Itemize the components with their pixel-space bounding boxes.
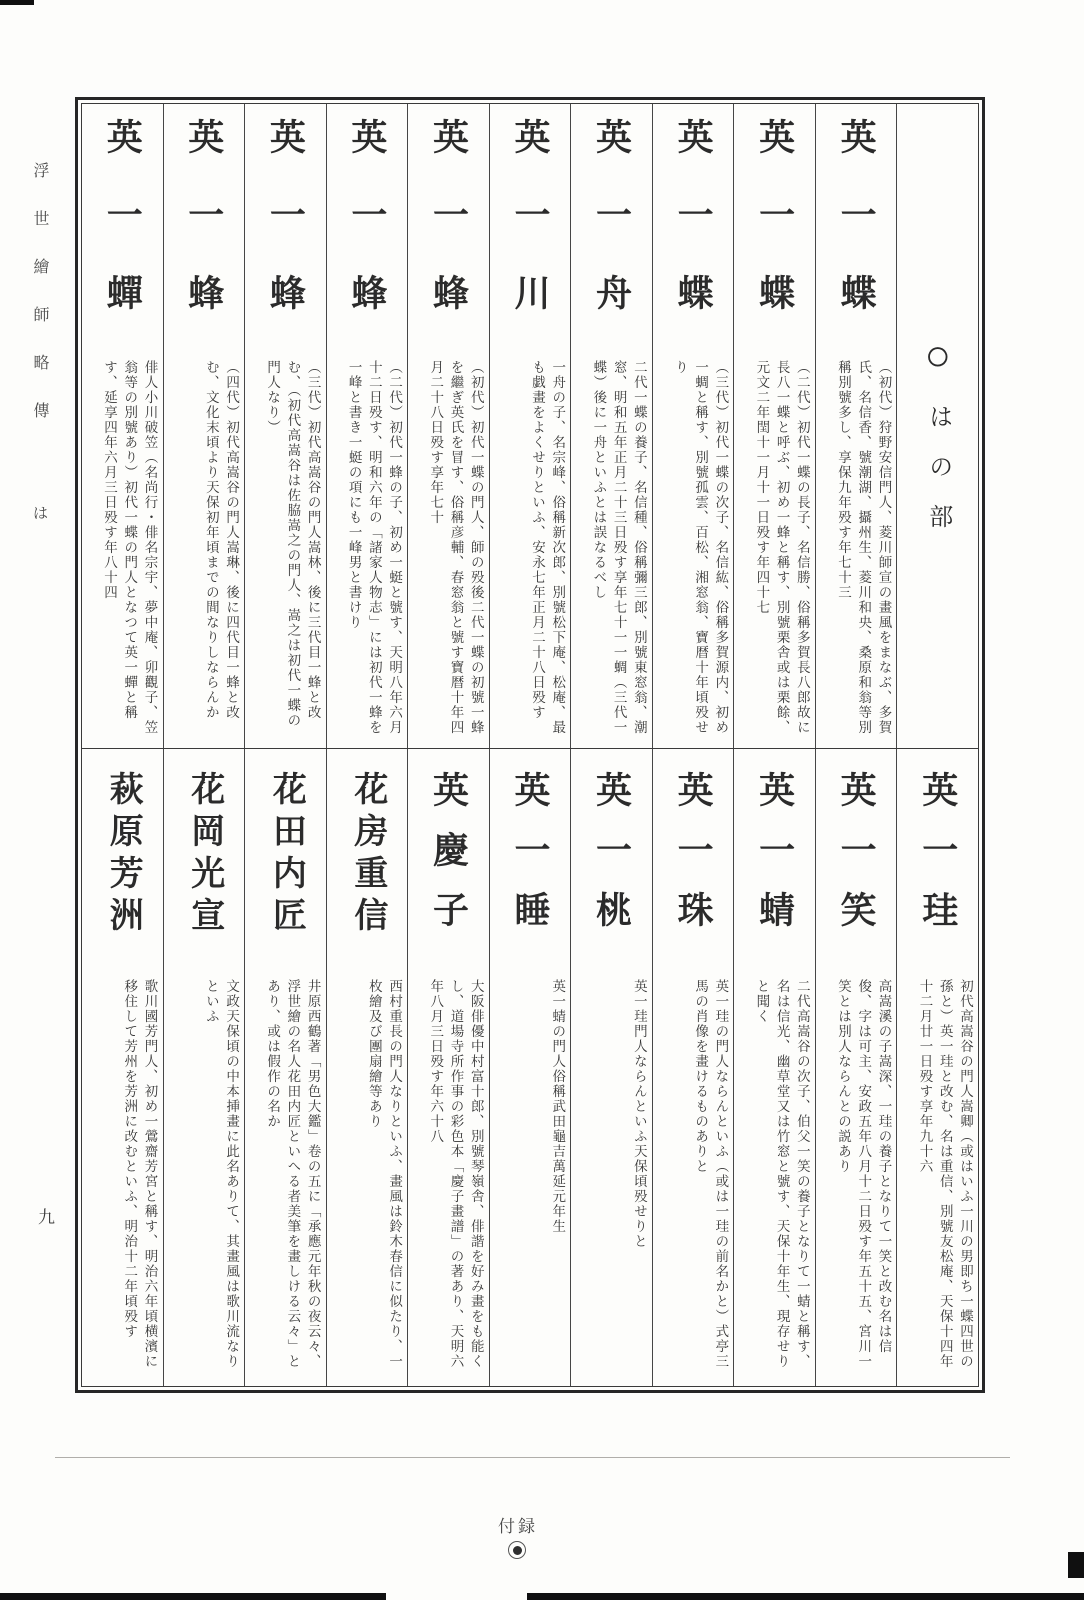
artist-bio: 西村重長の門人なりといふ、畫風は鈴木春信に似たり、一枚繪及び團扇繪等あり [366, 979, 403, 1370]
artist-column [408, 104, 490, 748]
artist-bio: 英一蜻の門人俗稱武田龜吉萬延元年生 [550, 979, 566, 1235]
artist-bio: （四代）初代高嵩谷の門人嵩琳、後に四代目一蜂と改む、文化末頃より天保初年頃までの間なりしならんか [203, 360, 240, 720]
scan-artifact [1068, 1552, 1084, 1578]
artist-name: 英一川 [509, 118, 550, 352]
artist-column [571, 749, 653, 1386]
artist-name: 英一蜻 [754, 771, 795, 952]
artist-name: 花田内匠 [267, 771, 305, 940]
artist-bio: （二代）初代一蝶の長子、名信勝、俗稱多賀長八郎故に長八一蝶と呼ぶ、初め一蜂と稱す、別號栗舎或は栗餘、元文二年閏十一月十一日殁す年四十七 [754, 360, 810, 735]
artist-column [734, 104, 816, 748]
artist-column [245, 104, 327, 748]
artist-bio: （三代）初代高嵩谷の門人嵩林、後に三代目一蜂と改む、（初代高嵩谷は佐脇嵩之の門人、嵩之は初代一蝶の門人なり） [265, 360, 321, 729]
artist-name: 英一蝶 [754, 118, 795, 352]
artist-column [82, 749, 164, 1386]
artist-bio: （二代）初代一蜂の子、初め一蜓と號す、天明八年六月十二日殁す、明和六年の「諸家人物志」には初代一蜂を一峰と書き一蜓の項にも一峰男と書けり [346, 360, 403, 735]
artist-bio: 一舟の子、名宗峰、俗稱新次郎、別號松下庵、松庵、最も戯畫をよくせりといふ、安永七年正月二十八日殁す [530, 360, 566, 735]
scan-artifact [527, 1593, 1084, 1600]
artist-name: 花房重信 [348, 771, 386, 940]
artist-column [490, 749, 572, 1386]
scan-artifact [0, 0, 34, 5]
artist-name: 英一蜂 [428, 118, 469, 352]
artist-bio: 英一珪門人ならんといふ天保頃殁せりと [631, 979, 647, 1250]
artist-name: 英一舟 [591, 118, 632, 352]
artist-column [408, 749, 490, 1386]
artist-name: 英一蜂 [265, 118, 306, 352]
artist-column [245, 749, 327, 1386]
artist-name: 英一笑 [836, 771, 877, 952]
artist-name: 英一蜂 [183, 118, 224, 352]
artist-column [734, 749, 816, 1386]
artist-name: 英一桃 [591, 771, 632, 952]
artist-column [327, 749, 409, 1386]
artist-column [490, 104, 572, 748]
artist-bio: 英一珪の門人ならんといふ（或は一珪の前名かと）式亭三馬の肖像を畫けるものありと [693, 979, 729, 1370]
artist-name: 英慶子 [428, 771, 469, 952]
section-header-column [897, 104, 978, 748]
artist-column [82, 104, 164, 748]
artist-bio: 俳人小川破笠（名尚行・俳名宗宇、夢中庵、卯觀子、笠翁等の別號あり）初代一蝶の門人となつて英一蟬と稱す、延享四年六月三日殁す年八十四 [102, 360, 158, 735]
page-number: 九 [38, 1208, 55, 1227]
biography-table-inner [81, 103, 979, 1387]
footer-label: 付録 [498, 1517, 538, 1536]
table-row-top [82, 104, 978, 748]
artist-column [816, 104, 898, 748]
artist-bio: 二代一蝶の養子、名信種、俗稱彌三郎、別號東窓翁、潮窓、明和五年正月二十三日殁す享年七十一一蜩（三代一蝶）後に一舟といふとは誤なるべし [591, 360, 647, 735]
appendix-mark-dot [513, 1546, 522, 1555]
scan-artifact [0, 1593, 386, 1600]
artist-name: 英一珠 [673, 771, 714, 952]
artist-bio: （初代）狩野安信門人、菱川師宣の畫風をまなぶ、多賀氏、名信香、號潮湖、攝州生、菱川和央、桑原和翁等別稱別號多し、享保九年殁す年七十三 [835, 360, 892, 735]
artist-bio: 初代高嵩谷の門人嵩卿（或はいふ一川の男即ち一蝶四世の孫と）英一珪と改む、名は重信、別號友松庵、天保十四年十二月廿一日殁す享年九十六 [917, 979, 973, 1370]
running-title: 浮世繪師略傳 [31, 162, 48, 450]
artist-bio: 歌川國芳門人、初め一鶯齋芳宮と稱す、明治六年頃横濱に移住して芳州を芳洲に改むといふ、明治十二年頃殁す [122, 979, 158, 1370]
appendix-mark-icon [508, 1541, 526, 1559]
artist-name: 英一蜂 [346, 118, 387, 352]
artist-name: 英一蝶 [836, 118, 877, 352]
artist-name: 英一蝶 [673, 118, 714, 352]
artist-bio: 二代高嵩谷の次子、伯父一笑の養子となりて一蜻と稱す、名は信光、幽草堂又は竹窓と號す、天保十年生、現存せりと聞く [754, 979, 810, 1370]
artist-column [653, 104, 735, 748]
artist-bio: （三代）初代一蝶の次子、名信紘、俗稱多賀源内、初め一蜩と稱す、別號孤雲、百松、湘窓翁、寶暦十年頃殁せり [672, 360, 729, 735]
artist-column [327, 104, 409, 748]
artist-column [164, 104, 246, 748]
artist-bio: （初代）初代一蝶の門人、師の殁後二代一蝶の初號一蜂を繼ぎ英氏を冒す、俗稱彦輔、春窓翁と號す寶暦十年四月二十八日殁す享年七十 [428, 360, 484, 735]
artist-name: 英一蟬 [102, 118, 143, 352]
artist-bio: 高嵩溪の子嵩深、一珪の養子となりて一笑と改む名は信俊、字は可主、安政五年八月十二日殁す年五十五、宮川一笑とは別人ならんとの説あり [835, 979, 892, 1370]
section-label: はの部 [924, 404, 951, 554]
footer-rule [55, 1457, 1010, 1458]
artist-bio: 大阪俳優中村富十郎、別號琴嶺舎、俳諧を好み畫をも能くし、道場寺所作事の彩色本「慶子畫譜」の著あり、天明六年八月三日殁す年六十八 [428, 979, 484, 1370]
artist-name: 英一睡 [509, 771, 550, 952]
artist-bio: 井原西鶴著「男色大鑑」卷の五に「承應元年秋の夜云々、浮世繪の名人花田内匠といへる者美筆を畫しける云々」とあり、或は假作の名か [265, 979, 321, 1370]
biography-table [75, 97, 985, 1393]
artist-name: 英一珪 [917, 771, 958, 952]
artist-column [897, 749, 978, 1386]
artist-name: 花岡光宣 [185, 771, 223, 940]
table-row-bottom [82, 748, 978, 1386]
artist-column [816, 749, 898, 1386]
artist-name: 萩原芳洲 [104, 771, 142, 940]
artist-column [571, 104, 653, 748]
artist-column [653, 749, 735, 1386]
artist-column [164, 749, 246, 1386]
artist-bio: 文政天保頃の中本挿畫に此名ありて、其畫風は歌川流なりといふ [203, 979, 240, 1370]
margin-section-kana: は [33, 506, 49, 522]
section-marker: ○ [924, 331, 952, 380]
